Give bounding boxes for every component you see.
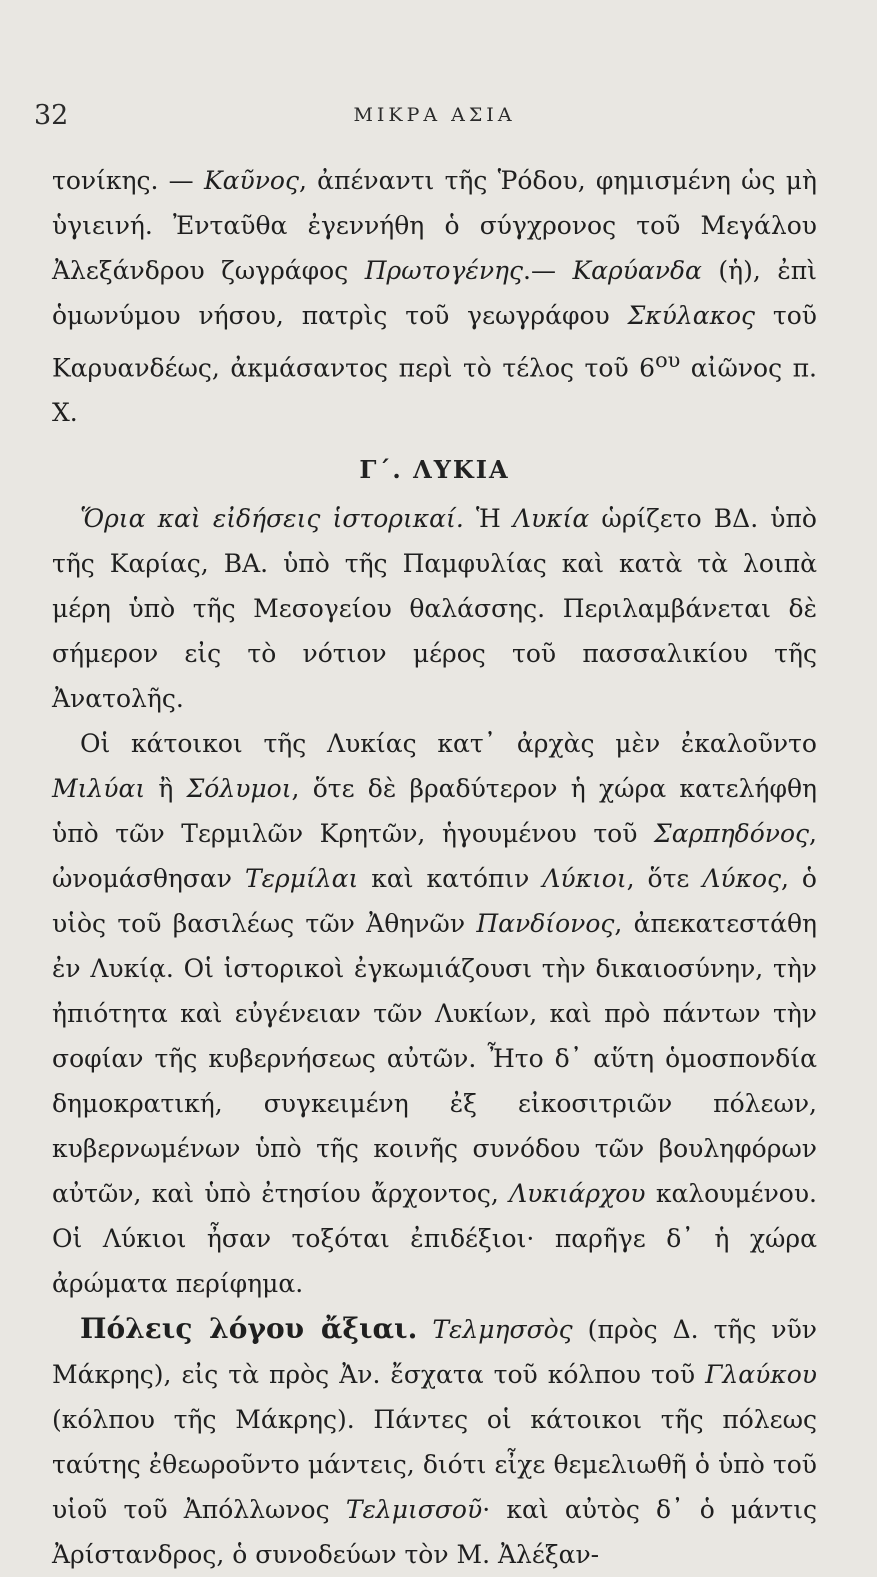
text-run: · καὶ αὐτὸς δ᾽ ὁ μάντις Ἀρίστανδρος, ὁ συνοδεύων τὸν Μ. Ἀλέξαν- [52, 1495, 817, 1570]
text-run: τονίκης. — [52, 166, 204, 195]
place-name: Καῦνος [203, 166, 299, 195]
page-number: 32 [34, 100, 69, 131]
text-run: (κόλπου τῆς Μάκρης). Πάντες οἱ κάτοικοι τῆς πόλεως ταύτης ἐθεωροῦντο μάντεις, διότι εἶχε θεμελιωθῆ ὁ ὑπὸ τοῦ υἱοῦ τοῦ Ἀπόλλωνος [52, 1405, 817, 1525]
inhabitants-paragraph [52, 721, 817, 1306]
text-run: (ἡ), ἐπὶ ὁμωνύμου νήσου, πατρὶς τοῦ γεωγράφου [52, 256, 817, 330]
people-name: Τερμίλαι [244, 864, 359, 894]
text-run: τοῦ Καρυανδέως, ἀκμάσαντος περὶ τὸ τέλος τοῦ 6 [52, 301, 818, 383]
people-name: Λύκιοι [542, 864, 627, 894]
text-run: (πρὸς Δ. τῆς νῦν Μάκρης), εἰς τὰ πρὸς Ἀν. ἔσχατα τοῦ κόλπου τοῦ [52, 1315, 817, 1390]
place-name: Καρύανδα [572, 256, 702, 285]
superscript: ου [655, 348, 681, 372]
text-run: , ὅτε [626, 864, 703, 894]
running-head [34, 100, 817, 140]
people-name: Μιλύαι [52, 774, 146, 804]
person-name: Σαρπηδόνος [654, 819, 810, 849]
subsection-lead: Πόλεις λόγου ἄξιαι. [80, 1312, 418, 1346]
text-run: , ὅτε δὲ βραδύτερον ἡ χώρα κατελήφθη ὑπὸ τῶν Τερμιλῶν Κρητῶν, ἡγουμένου τοῦ [52, 774, 817, 849]
subsection-lead: Ὅρια καὶ εἰδήσεις ἱστορικαί. [80, 504, 464, 534]
person-name: Πρωτογένης [364, 256, 524, 285]
text-run: , ἀπεκατεστάθη ἐν Λυκίᾳ. Οἱ ἱστορικοὶ ἐγκωμιάζουσι τὴν δικαιοσύνην, τὴν ἠπιότητα καὶ εὐγένειαν τῶν Λυκίων, καὶ πρὸ πάντων τὴν σοφίαν τῆς κυβερνήσεως αὐτῶν. Ἦτο δ᾽ αὕτη ὁμοσπονδία δημοκρατική, συγκειμένη ἐξ εἰκοσιτριῶν πόλεων, κυβερνωμένων ὑπὸ τῆς κοινῆς συνόδου τῶν βουληφόρων αὐτῶν, καὶ ὑπὸ ἐτησίου ἄρχοντος, [52, 909, 817, 1209]
text-run: ἢ [145, 774, 187, 804]
text-run: , ὁ υἱὸς τοῦ βασιλέως τῶν Ἀθηνῶν [52, 864, 817, 939]
text-run: καὶ κατόπιν [358, 864, 543, 894]
text-run [417, 1315, 432, 1344]
section-heading: Γ΄. ΛΥΚΙΑ [359, 455, 510, 485]
text-run: ὡρίζετο ΒΔ. ὑπὸ τῆς Καρίας, ΒΑ. ὑπὸ τῆς Παμφυλίας καὶ κατὰ τὰ λοιπὰ μέρη ὑπὸ τῆς Μεσογείου θαλάσσης. Περιλαμβάνεται δὲ σήμερον εἰς τὸ νότιον μέρος τοῦ πασσαλικίου τῆς Ἀνατολῆς. [52, 504, 817, 714]
title-name: Λυκιάρχου [509, 1179, 646, 1209]
person-name: Τελμισσοῦ [345, 1495, 483, 1525]
place-name: Τελμησσὸς [432, 1315, 573, 1345]
running-title: ΜΙΚΡΑ ΑΣΙΑ [353, 104, 516, 126]
place-name: Λυκία [512, 504, 590, 534]
person-name: Πανδίονος [476, 909, 615, 939]
text-run: Οἱ κάτοικοι τῆς Λυκίας κατ᾽ ἀρχὰς μὲν ἐκαλοῦντο [80, 729, 817, 759]
text-run: αἰῶνος π. Χ. [52, 353, 817, 428]
text-run: , ἀπέναντι τῆς Ῥόδου, φημισμένη ὡς μὴ ὑγιεινή. Ἐνταῦθα ἐγεννήθη ὁ σύγχρονος τοῦ Μεγάλου Ἀλεξάνδρου ζωγράφος [52, 166, 818, 285]
person-name: Λύκος [702, 864, 782, 894]
person-name: Σκύλακος [627, 301, 756, 330]
place-name: Γλαύκου [705, 1360, 817, 1390]
cities-paragraph [52, 1306, 817, 1577]
people-name: Σόλυμοι [186, 774, 292, 804]
text-run: καλουμένου. Οἱ Λύκιοι ἦσαν τοξόται ἐπιδέξιοι· παρῆγε δ᾽ ἡ χώρα ἀρώματα περίφημα. [52, 1179, 818, 1299]
borders-paragraph [52, 496, 817, 721]
text-run: Ἡ [463, 504, 513, 534]
intro-paragraph [52, 158, 817, 435]
text-run: , ὠνομάσθησαν [52, 819, 817, 894]
text-run: .— [523, 256, 573, 285]
